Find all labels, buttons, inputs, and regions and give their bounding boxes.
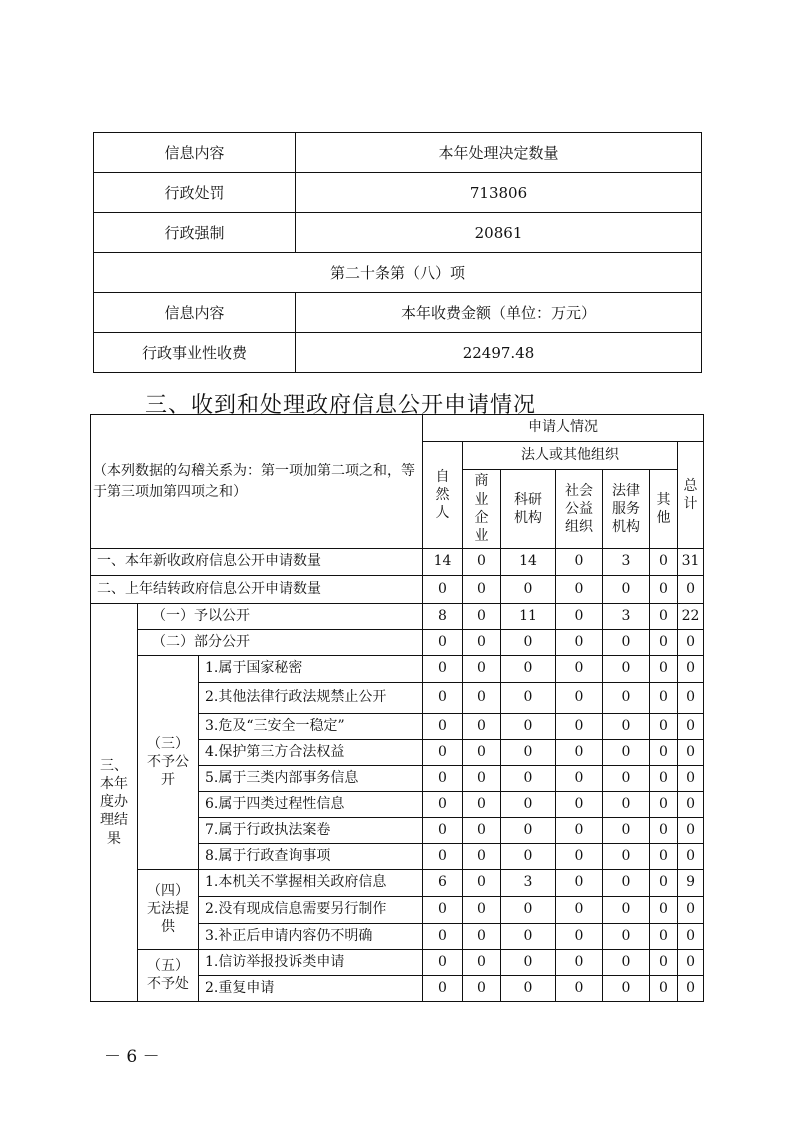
col-header — [556, 470, 603, 549]
not-open-group — [138, 656, 199, 870]
table-cell: 0 — [463, 766, 501, 792]
table-cell: 0 — [603, 766, 650, 792]
table-cell: 0 — [501, 976, 556, 1002]
table-cell: 0 — [650, 604, 678, 630]
col-header — [678, 442, 704, 549]
table-row — [94, 333, 702, 373]
row-label: 2.重复申请 — [199, 976, 423, 1002]
table-cell: 0 — [463, 818, 501, 844]
application-table — [90, 414, 704, 1002]
table-cell: 信息内容 — [94, 293, 296, 333]
row-label: 7.属于行政执法案卷 — [199, 818, 423, 844]
col-header — [423, 442, 463, 549]
table-row — [94, 213, 702, 253]
section-row: 第二十条第（八）项 — [94, 253, 702, 293]
not-open-label: （三）不予公开 — [146, 736, 189, 789]
table-cell: 11 — [501, 604, 556, 630]
row-label: 5.属于三类内部事务信息 — [199, 766, 423, 792]
table-cell: 0 — [463, 683, 501, 714]
col-business: 商业企业 — [474, 473, 489, 545]
table-cell: 0 — [650, 976, 678, 1002]
table-cell: 0 — [650, 924, 678, 950]
applicant-header: 申请人情况 — [423, 415, 704, 442]
table-cell: 0 — [501, 683, 556, 714]
table-cell: 0 — [556, 630, 603, 656]
table-cell: 6 — [423, 870, 463, 897]
table-cell: 9 — [678, 870, 704, 897]
table-cell: 0 — [463, 897, 501, 924]
table-cell: 0 — [603, 683, 650, 714]
table-cell: 3 — [501, 870, 556, 897]
table-cell: 0 — [678, 792, 704, 818]
table-cell: 0 — [603, 630, 650, 656]
table-cell: 3 — [603, 549, 650, 576]
table-row — [94, 293, 702, 333]
table-cell: 0 — [603, 714, 650, 740]
results-label: 三、本年度办理结果 — [99, 757, 128, 847]
table-cell: 0 — [556, 792, 603, 818]
table-cell: 0 — [603, 844, 650, 870]
table-row — [91, 604, 704, 630]
table-cell: 0 — [501, 766, 556, 792]
table-cell: 0 — [650, 740, 678, 766]
row-label: 二、上年结转政府信息公开申请数量 — [91, 576, 423, 604]
table-cell: 0 — [650, 714, 678, 740]
table-cell: 0 — [501, 656, 556, 683]
table-cell: 本年处理决定数量 — [296, 133, 702, 173]
table-cell: 0 — [678, 897, 704, 924]
table-cell: 0 — [603, 870, 650, 897]
table-cell: 20861 — [296, 213, 702, 253]
table-cell: 0 — [678, 950, 704, 976]
table-cell: 0 — [603, 656, 650, 683]
table-cell: 0 — [556, 604, 603, 630]
table-row — [91, 630, 704, 656]
unable-label: （四）无法提供 — [146, 883, 189, 936]
not-handle-label: （五）不予处 — [146, 958, 189, 993]
table-cell: 0 — [603, 576, 650, 604]
row-label: 6.属于四类过程性信息 — [199, 792, 423, 818]
table-cell: 0 — [423, 576, 463, 604]
table-cell: 0 — [650, 844, 678, 870]
table-cell: 行政强制 — [94, 213, 296, 253]
table-cell: 0 — [603, 950, 650, 976]
table-cell: 0 — [678, 630, 704, 656]
table-cell: 0 — [650, 818, 678, 844]
table-cell: 0 — [501, 576, 556, 604]
row-label: 1.信访举报投诉类申请 — [199, 950, 423, 976]
section-title: 三、收到和处理政府信息公开申请情况 — [145, 393, 537, 418]
table-cell: 0 — [678, 683, 704, 714]
table-cell: 0 — [650, 656, 678, 683]
table-cell: 0 — [463, 792, 501, 818]
table-cell: 3 — [603, 604, 650, 630]
table-cell: 8 — [423, 604, 463, 630]
table-cell: 0 — [650, 766, 678, 792]
table-cell: 0 — [678, 818, 704, 844]
col-total: 总计 — [683, 477, 698, 512]
table-cell: 0 — [678, 844, 704, 870]
table-cell: 0 — [650, 897, 678, 924]
unable-group — [138, 870, 199, 950]
note-cell — [91, 415, 423, 549]
table-row — [91, 549, 704, 576]
table-cell: 22 — [678, 604, 704, 630]
table-cell: 0 — [603, 976, 650, 1002]
not-handle-group — [138, 950, 199, 1002]
table-cell: 0 — [423, 714, 463, 740]
table-cell: 0 — [650, 549, 678, 576]
row-label: 2.其他法律行政法规禁止公开 — [199, 683, 423, 714]
row-label: 4.保护第三方合法权益 — [199, 740, 423, 766]
row-label: 一、本年新收政府信息公开申请数量 — [91, 549, 423, 576]
table-row — [91, 656, 704, 683]
table-cell: 0 — [501, 924, 556, 950]
table-cell: 0 — [678, 576, 704, 604]
table-cell: 0 — [423, 818, 463, 844]
note-text: （本列数据的勾稽关系为：第一项加第二项之和，等于第三项加第四项之和） — [93, 462, 415, 500]
table-cell: 0 — [501, 630, 556, 656]
page-number: － 6 － — [104, 1047, 160, 1067]
table-cell: 0 — [603, 818, 650, 844]
table-cell: 0 — [678, 766, 704, 792]
row-label: 3.危及“三安全一稳定” — [199, 714, 423, 740]
table-row — [91, 870, 704, 897]
table-cell: 0 — [603, 897, 650, 924]
table-cell: 0 — [423, 656, 463, 683]
table-cell: 0 — [556, 870, 603, 897]
table-cell: 0 — [463, 740, 501, 766]
col-other: 其他 — [656, 491, 671, 526]
table-cell: 0 — [423, 630, 463, 656]
table-cell: 0 — [423, 924, 463, 950]
table-cell: 0 — [463, 714, 501, 740]
table-cell: 0 — [463, 924, 501, 950]
table-cell: 0 — [423, 976, 463, 1002]
col-legal-service: 法律服务机构 — [612, 482, 640, 535]
table-cell: 0 — [556, 844, 603, 870]
table-cell: 0 — [556, 576, 603, 604]
col-header — [603, 470, 650, 549]
table-row — [91, 950, 704, 976]
table-row — [91, 415, 704, 442]
legal-header: 法人或其他组织 — [463, 442, 678, 470]
col-natural: 自然人 — [435, 468, 450, 521]
table-cell: 0 — [678, 714, 704, 740]
table-cell: 0 — [463, 576, 501, 604]
table-cell: 0 — [501, 792, 556, 818]
table-cell: 行政处罚 — [94, 173, 296, 213]
table-cell: 22497.48 — [296, 333, 702, 373]
table-cell: 14 — [423, 549, 463, 576]
table-cell: 本年收费金额（单位：万元） — [296, 293, 702, 333]
table-cell: 14 — [501, 549, 556, 576]
table-cell: 0 — [650, 630, 678, 656]
table-cell: 0 — [556, 950, 603, 976]
table-cell: 0 — [678, 740, 704, 766]
table-cell: 0 — [423, 897, 463, 924]
table-cell: 0 — [650, 683, 678, 714]
table-cell: 0 — [603, 924, 650, 950]
table-cell: 0 — [603, 792, 650, 818]
table-cell: 0 — [556, 549, 603, 576]
table-cell: 0 — [423, 950, 463, 976]
table-cell: 0 — [650, 870, 678, 897]
table-cell: 0 — [501, 740, 556, 766]
table-cell: 0 — [423, 844, 463, 870]
row-label: （一）予以公开 — [138, 604, 423, 630]
table-row — [94, 253, 702, 293]
table-cell: 0 — [501, 950, 556, 976]
table-cell: 0 — [501, 844, 556, 870]
row-label: 1.本机关不掌握相关政府信息 — [199, 870, 423, 897]
table-cell: 0 — [423, 740, 463, 766]
table-cell: 0 — [463, 950, 501, 976]
table-cell: 0 — [678, 976, 704, 1002]
table-cell: 0 — [678, 924, 704, 950]
col-header — [463, 470, 501, 549]
table-cell: 0 — [463, 656, 501, 683]
table-cell: 0 — [556, 766, 603, 792]
table-cell: 0 — [556, 656, 603, 683]
table-cell: 0 — [463, 870, 501, 897]
row-label: 2.没有现成信息需要另行制作 — [199, 897, 423, 924]
table-cell: 0 — [463, 976, 501, 1002]
table-cell: 0 — [556, 976, 603, 1002]
table-cell: 0 — [556, 897, 603, 924]
table-cell: 0 — [501, 714, 556, 740]
table-cell: 0 — [463, 630, 501, 656]
results-group — [91, 604, 138, 1002]
col-research: 科研机构 — [514, 491, 542, 526]
table-cell: 信息内容 — [94, 133, 296, 173]
table-cell: 0 — [556, 683, 603, 714]
table-cell: 0 — [423, 792, 463, 818]
table-row — [94, 133, 702, 173]
row-label: 3.补正后申请内容仍不明确 — [199, 924, 423, 950]
row-label: （二）部分公开 — [138, 630, 423, 656]
table-cell: 0 — [650, 950, 678, 976]
row-label: 8.属于行政查询事项 — [199, 844, 423, 870]
table-cell: 0 — [501, 818, 556, 844]
table-cell: 0 — [678, 656, 704, 683]
table-cell: 0 — [603, 740, 650, 766]
table-cell: 0 — [501, 897, 556, 924]
table-cell: 0 — [463, 549, 501, 576]
table-row — [91, 576, 704, 604]
table-cell: 0 — [423, 766, 463, 792]
table-cell: 0 — [650, 576, 678, 604]
col-header — [650, 470, 678, 549]
table-cell: 0 — [650, 792, 678, 818]
table-cell: 0 — [463, 604, 501, 630]
col-social: 社会公益组织 — [565, 482, 593, 535]
table-row — [94, 173, 702, 213]
table-cell: 31 — [678, 549, 704, 576]
col-header — [501, 470, 556, 549]
table-cell: 713806 — [296, 173, 702, 213]
fee-decision-table — [93, 132, 702, 373]
table-cell: 0 — [423, 683, 463, 714]
table-cell: 0 — [556, 924, 603, 950]
table-cell: 0 — [556, 740, 603, 766]
table-cell: 0 — [463, 844, 501, 870]
table-cell: 0 — [556, 818, 603, 844]
row-label: 1.属于国家秘密 — [199, 656, 423, 683]
table-cell: 行政事业性收费 — [94, 333, 296, 373]
table-cell: 0 — [556, 714, 603, 740]
